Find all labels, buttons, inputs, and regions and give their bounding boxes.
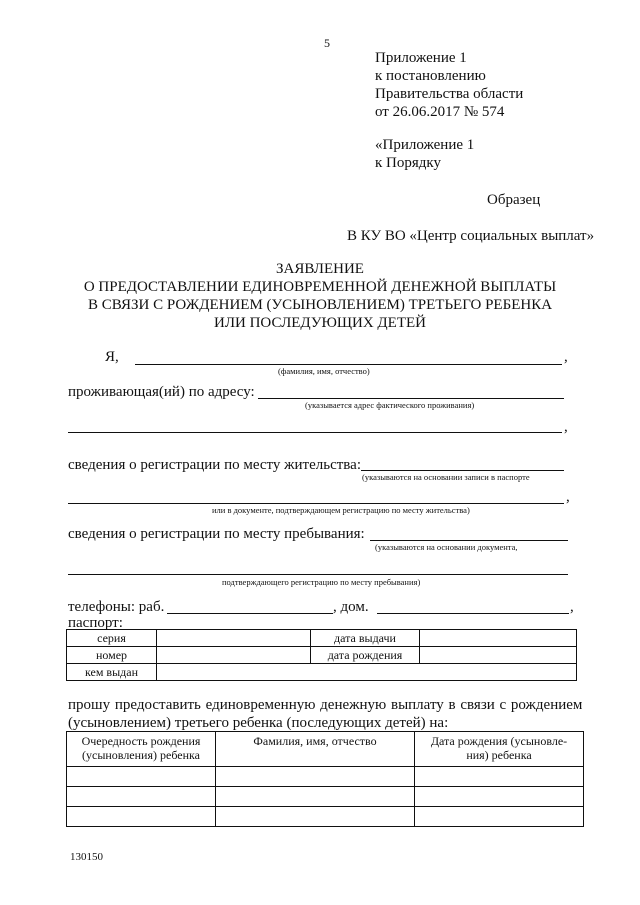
appendix-line-4: от 26.06.2017 № 574	[375, 104, 505, 120]
birth-date-label: дата рождения	[311, 647, 420, 664]
phones-label: телефоны: раб.	[68, 599, 165, 615]
home-phone-label: , дом.	[333, 599, 369, 615]
col-birth-order-line-1: Очередность рождения	[81, 734, 201, 748]
appendix-line-3: Правительства области	[375, 86, 524, 102]
full-name-hint: (фамилия, имя, отчество)	[278, 366, 370, 376]
col-birth-date-line-2: ния) ребенка	[466, 748, 532, 762]
title-line-4: ИЛИ ПОСЛЕДУЮЩИХ ДЕТЕЙ	[214, 315, 426, 331]
footer-code: 130150	[70, 851, 103, 863]
home-phone-field[interactable]	[377, 613, 569, 614]
table-row	[67, 767, 584, 787]
reg-stay-label: сведения о регистрации по месту пребывания:	[68, 526, 365, 542]
full-name-field[interactable]	[135, 364, 562, 365]
passport-row-3	[67, 664, 577, 681]
reg-stay-field-1[interactable]	[370, 540, 568, 541]
page-number: 5	[324, 36, 330, 50]
table-row	[67, 787, 584, 807]
reg-residence-hint-1: (указываются на основании записи в паспорте	[362, 472, 530, 482]
col-birth-order-line-2: (усыновления) ребенка	[82, 748, 200, 762]
child-name-cell[interactable]	[216, 807, 415, 827]
address-hint: (указывается адрес фактического проживания)	[305, 400, 475, 410]
issue-date-label: дата выдачи	[311, 630, 420, 647]
child-order-cell[interactable]	[67, 767, 216, 787]
child-name-cell[interactable]	[216, 767, 415, 787]
request-line-2: (усыновлением) третьего ребенка (последующих детей) на:	[68, 715, 449, 731]
appendix-line-2: к постановлению	[375, 68, 486, 84]
comma-1: ,	[564, 349, 568, 365]
addressee: В КУ ВО «Центр социальных выплат»	[347, 228, 595, 244]
address-field-1[interactable]	[258, 398, 564, 399]
i-label: Я,	[105, 349, 119, 365]
comma-2: ,	[564, 419, 568, 435]
child-date-cell[interactable]	[415, 787, 584, 807]
passport-label: паспорт:	[68, 615, 123, 631]
reg-residence-hint-2: или в документе, подтверждающем регистрацию по месту жительства)	[212, 505, 470, 515]
table-row	[67, 807, 584, 827]
child-name-cell[interactable]	[216, 787, 415, 807]
series-input[interactable]	[157, 630, 311, 647]
issue-date-input[interactable]	[420, 630, 577, 647]
col-birth-date-line-1: Дата рождения (усыновле-	[430, 734, 568, 748]
passport-row-2	[67, 647, 577, 664]
series-label: серия	[67, 630, 157, 647]
number-input[interactable]	[157, 647, 311, 664]
child-date-cell[interactable]	[415, 807, 584, 827]
child-order-cell[interactable]	[67, 787, 216, 807]
children-table	[66, 731, 584, 827]
order-line-2: к Порядку	[375, 155, 441, 171]
reg-stay-hint-1: (указываются на основании документа,	[375, 542, 518, 552]
birth-date-input[interactable]	[420, 647, 577, 664]
col-full-name: Фамилия, имя, отчество	[216, 732, 415, 767]
child-order-cell[interactable]	[67, 807, 216, 827]
title-line-3: В СВЯЗИ С РОЖДЕНИЕМ (УСЫНОВЛЕНИЕМ) ТРЕТЬЕГО РЕБЕНКА	[87, 297, 553, 313]
work-phone-field[interactable]	[167, 613, 333, 614]
appendix-line-1: Приложение 1	[375, 50, 467, 66]
title-line-2: О ПРЕДОСТАВЛЕНИИ ЕДИНОВРЕМЕННОЙ ДЕНЕЖНОЙ ВЫПЛАТЫ	[83, 279, 557, 295]
reg-residence-field-1[interactable]	[361, 470, 564, 471]
passport-row-1	[67, 630, 577, 647]
children-header-row	[67, 732, 584, 767]
passport-table	[66, 629, 577, 681]
reg-residence-label: сведения о регистрации по месту жительства:	[68, 457, 361, 473]
col-birth-order	[67, 732, 216, 767]
order-line-1: «Приложение 1	[375, 137, 475, 153]
issued-by-label: кем выдан	[67, 664, 157, 681]
comma-4: ,	[570, 599, 574, 615]
sample-label: Образец	[487, 192, 541, 208]
child-date-cell[interactable]	[415, 767, 584, 787]
address-label: проживающая(ий) по адресу:	[68, 384, 255, 400]
reg-stay-hint-2: подтверждающего регистрацию по месту пребывания)	[222, 577, 421, 587]
comma-3: ,	[566, 489, 570, 505]
reg-residence-field-2[interactable]	[68, 503, 564, 504]
reg-stay-field-2[interactable]	[68, 574, 568, 575]
col-birth-date	[415, 732, 584, 767]
issued-by-input[interactable]	[157, 664, 577, 681]
address-field-2[interactable]	[68, 432, 562, 433]
title-line-1: ЗАЯВЛЕНИЕ	[276, 261, 364, 277]
request-line-1: прошу предоставить единовременную денежную выплату в связи с рождением	[68, 697, 583, 713]
number-label: номер	[67, 647, 157, 664]
